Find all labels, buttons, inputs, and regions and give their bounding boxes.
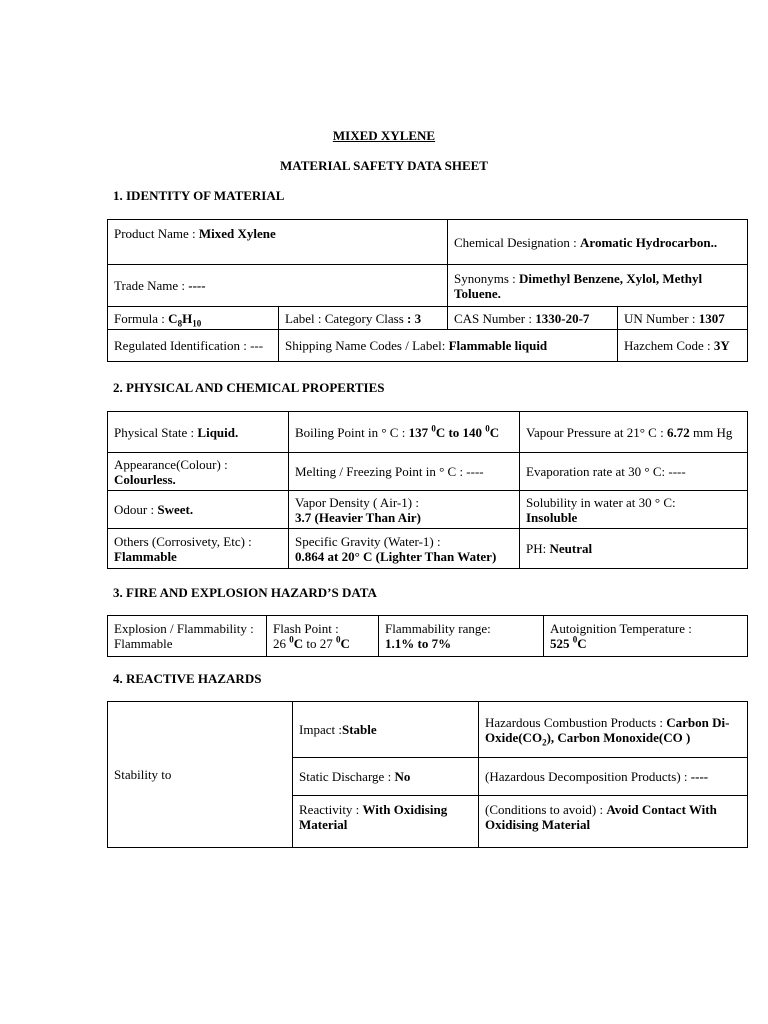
formula-cell: Formula : $C_8H_{10}$ [108,307,279,330]
ph-cell: PH: Neutral [520,529,748,569]
identity-table [107,219,748,362]
table-row [108,529,748,569]
table-row [108,453,748,491]
flammability-range-cell: Flammability range: 1.1% to 7% [379,616,544,657]
table-row [108,491,748,529]
chemical-designation-cell: Chemical Designation : Aromatic Hydrocarbon.. [448,220,748,265]
table-row [108,220,748,265]
hazchem-code-cell: Hazchem Code : 3Y [618,330,748,362]
combustion-products-cell: Hazardous Combustion Products : Carbon $Di-Oxide(CO_2)$, Carbon Monoxide(CO ) [479,702,748,758]
reactivity-cell: Reactivity : With Oxidising Material [293,796,479,848]
shipping-name-cell: Shipping Name Codes / Label: Flammable liquid [279,330,618,362]
evaporation-rate-cell: Evaporation rate at 30 ° C: ---- [520,453,748,491]
physical-state-cell: Physical State : Liquid. [108,412,289,453]
document-title: MIXED XYLENE [332,128,436,143]
autoignition-cell: Autoignition Temperature : 525 $^0$C [544,616,748,657]
cas-number-cell: CAS Number : 1330-20-7 [448,307,618,330]
boiling-point-cell: Boiling Point in ° C : 137 $^0$C to 140 $^0$C [289,412,520,453]
vapour-pressure-cell: Vapour Pressure at 21° C : 6.72 mm Hg [520,412,748,453]
solubility-cell: Solubility in water at 30 ° C: Insoluble [520,491,748,529]
specific-gravity-cell: Specific Gravity (Water-1) : 0.864 at 20° C (Lighter Than Water) [289,529,520,569]
section-4-heading: 4. REACTIVE HAZARDS [113,671,262,686]
trade-name-cell: Trade Name : ---- [108,265,448,307]
decomposition-products-cell: (Hazardous Decomposition Products) : ---- [479,758,748,796]
regulated-identification-cell: Regulated Identification : --- [108,330,279,362]
properties-table [107,411,748,569]
section-3-heading: 3. FIRE AND EXPLOSION HAZARD’S DATA [113,585,377,600]
odour-cell: Odour : Sweet. [108,491,289,529]
melting-point-cell: Melting / Freezing Point in ° C : ---- [289,453,520,491]
section-2-heading: 2. PHYSICAL AND CHEMICAL PROPERTIES [113,380,385,395]
table-row [108,412,748,453]
reactive-hazards-table [107,701,748,848]
product-name-cell: Product Name : Mixed Xylene [108,220,448,265]
table-row [108,307,748,330]
impact-cell: Impact :Stable [293,702,479,758]
fire-hazard-table [107,615,748,657]
explosion-cell: Explosion / Flammability : Flammable [108,616,267,657]
table-row [108,265,748,307]
others-cell: Others (Corrosivety, Etc) : Flammable [108,529,289,569]
un-number-cell: UN Number : 1307 [618,307,748,330]
synonyms-cell: Synonyms : Dimethyl Benzene, Xylol, Methyl Toluene. [448,265,748,307]
table-row [108,702,748,758]
document-subtitle: MATERIAL SAFETY DATA SHEET [280,158,488,173]
stability-cell: Stability to [108,702,293,848]
label-category-cell: Label : Category Class : 3 [279,307,448,330]
section-1-heading: 1. IDENTITY OF MATERIAL [113,188,285,203]
table-row [108,330,748,362]
conditions-to-avoid-cell: (Conditions to avoid) : Avoid Contact With Oxidising Material [479,796,748,848]
flash-point-cell: Flash Point : 26 $^0$C to 27 $^0$C [267,616,379,657]
static-discharge-cell: Static Discharge : No [293,758,479,796]
appearance-cell: Appearance(Colour) : Colourless. [108,453,289,491]
table-row [108,616,748,657]
vapor-density-cell: Vapor Density ( Air-1) : 3.7 (Heavier Than Air) [289,491,520,529]
